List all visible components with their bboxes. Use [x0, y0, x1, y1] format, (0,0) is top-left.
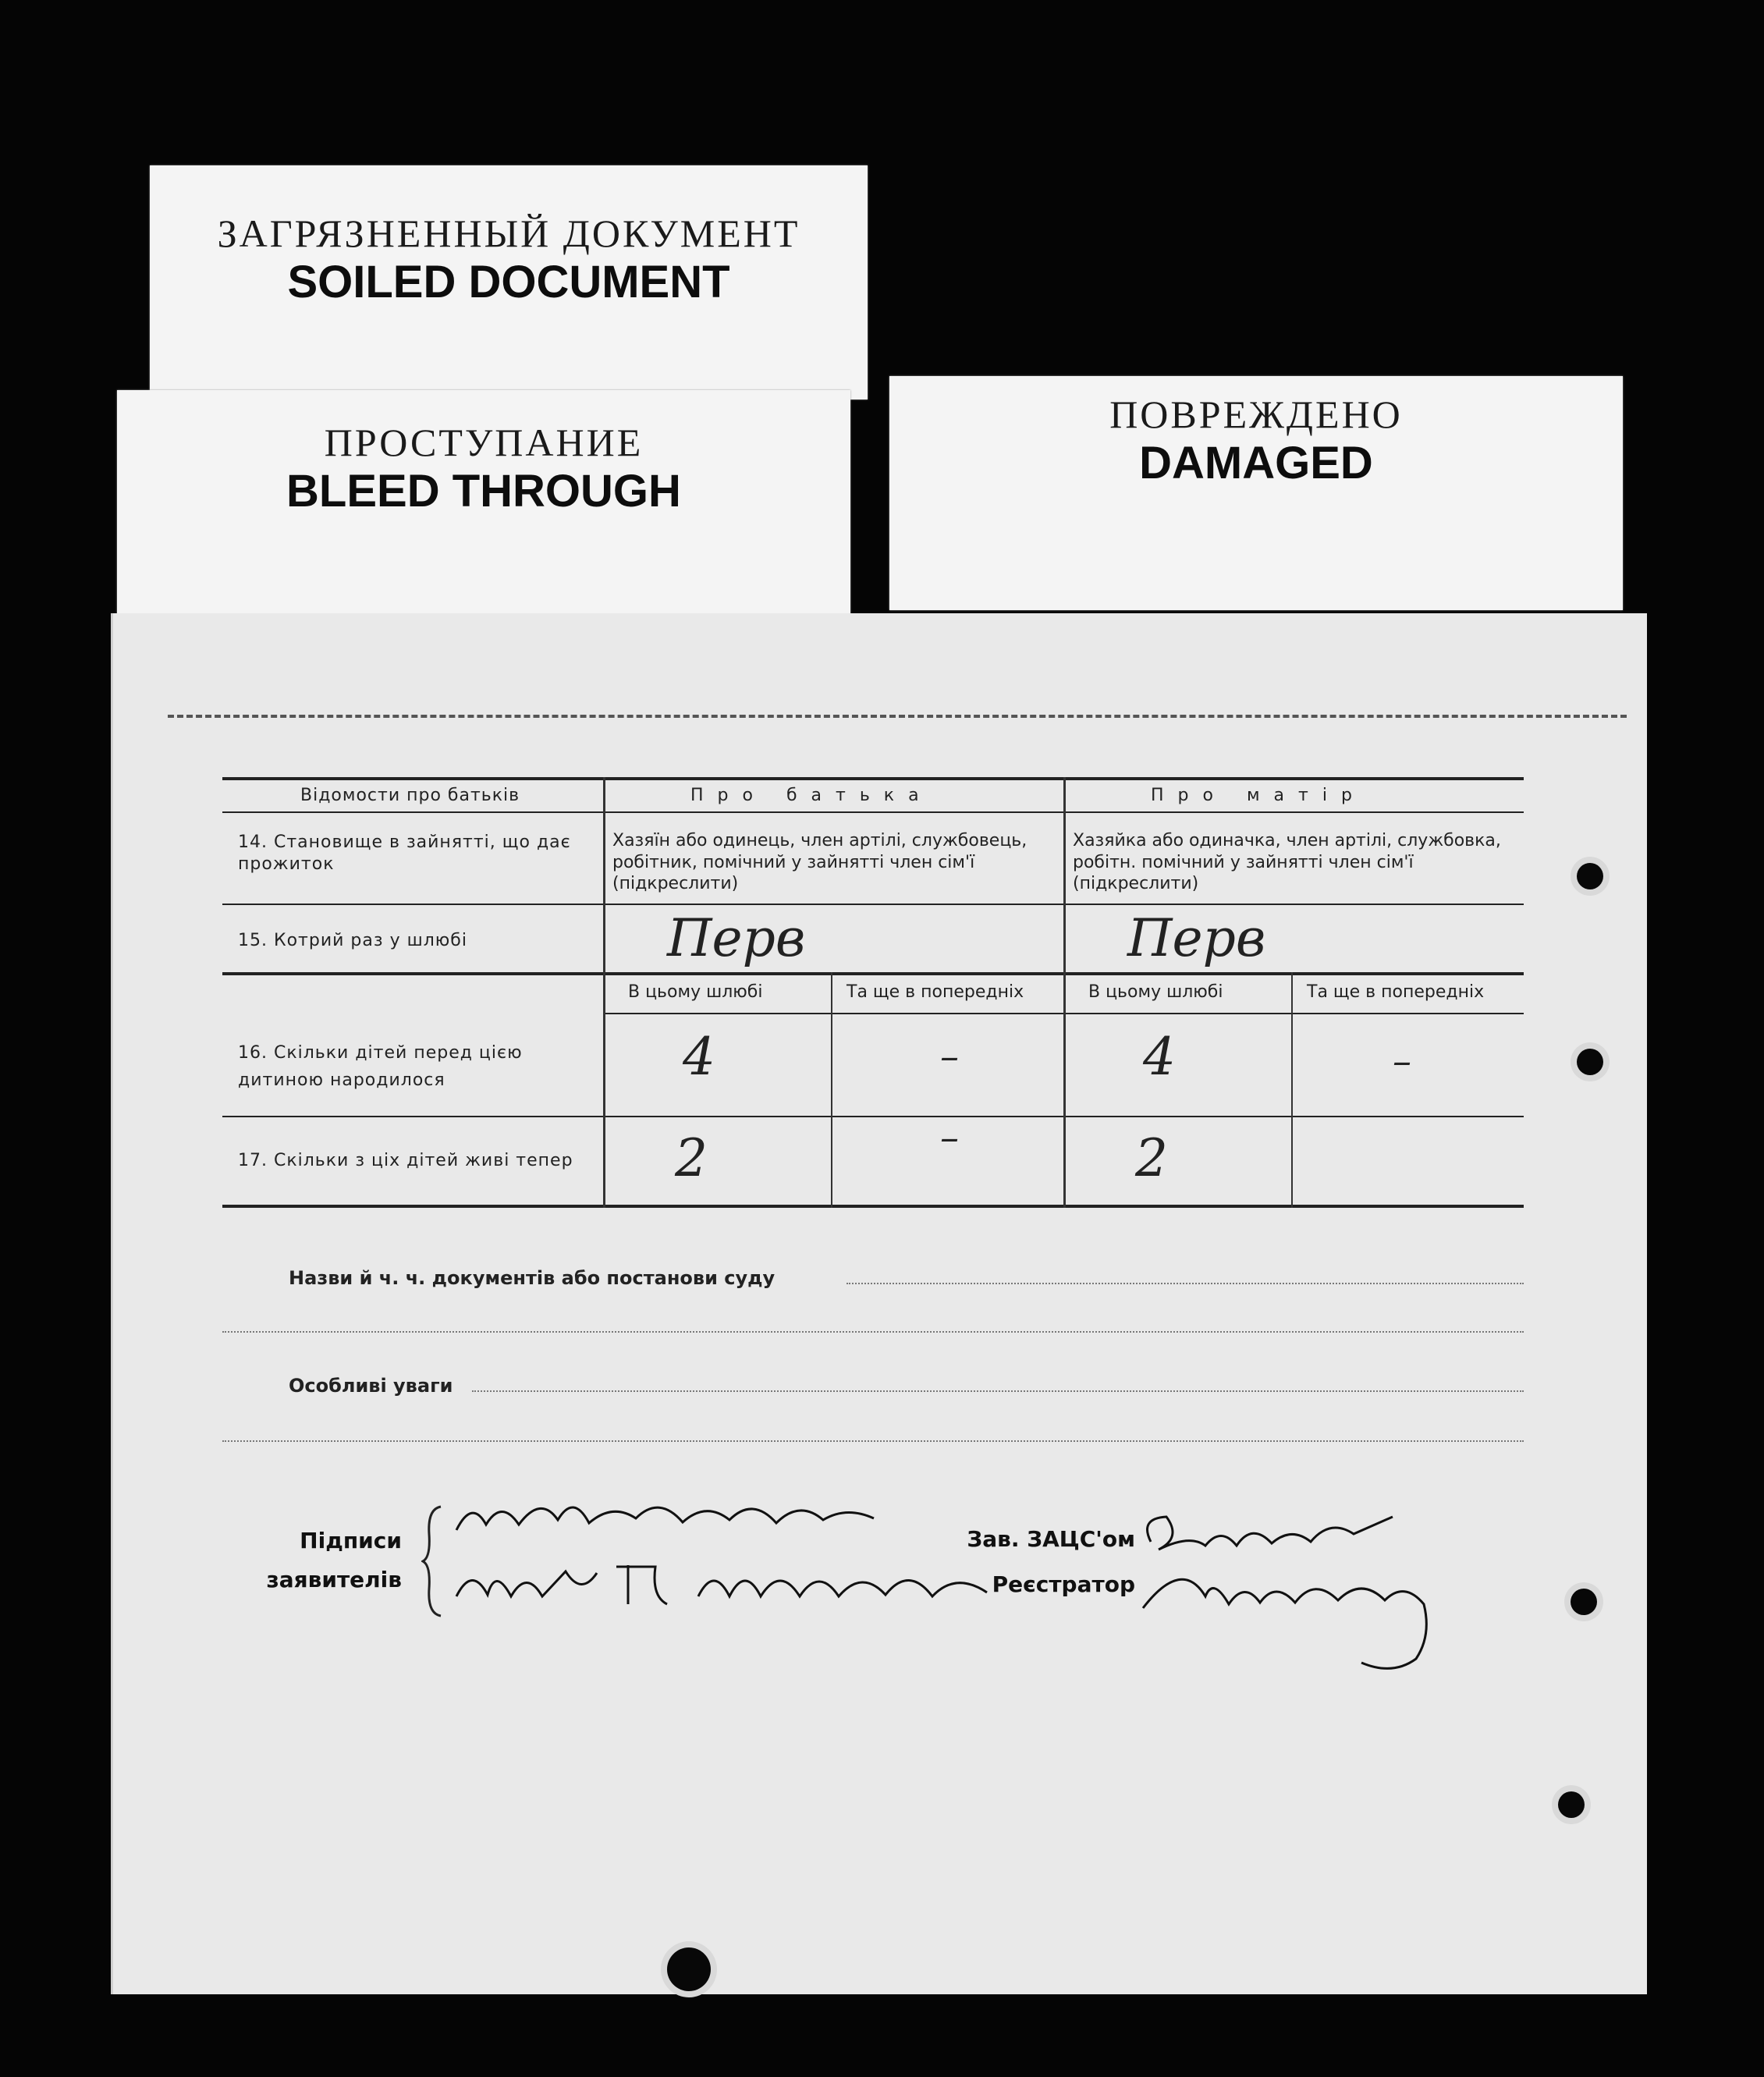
documents-label: Назви й ч. ч. документів або постанови суду [289, 1267, 776, 1289]
row17-father-prev: – [940, 1116, 959, 1159]
documents-line-2 [222, 1331, 1524, 1333]
remarks-line-1 [472, 1390, 1524, 1392]
row14-label: 14. Становище в зайнятті, що дає прожиток [238, 833, 571, 874]
row16-rule [222, 1116, 1524, 1117]
sub-mother-this: В цьому шлюбі [1088, 982, 1223, 1002]
damaged-ru-text: ПОВРЕЖДЕНО [1109, 392, 1403, 436]
punch-hole-1 [1577, 863, 1603, 889]
remarks-label: Особливі уваги [289, 1375, 453, 1397]
bleed-through-card [117, 390, 850, 624]
row16-label: 16. Скільки дітей перед цією дитиною народилося [238, 1043, 523, 1091]
documents-line-1 [847, 1283, 1524, 1284]
perforation-line [168, 715, 1627, 718]
sub-mother-prev: Та ще в попередніх [1307, 982, 1485, 1002]
row17-label: 17. Скільки з ціх дітей живі тепер [238, 1151, 573, 1170]
registry-form-page [111, 613, 1647, 1994]
remarks-line-2 [222, 1440, 1524, 1442]
row15-mother-handwriting: Перв [1127, 908, 1266, 968]
sub-father-this: В цьому шлюбі [628, 982, 763, 1002]
damaged-card [889, 376, 1623, 610]
punch-hole-3 [1571, 1589, 1597, 1615]
row17-father-this: 2 [675, 1128, 708, 1188]
official-signatures-handwriting [1135, 1503, 1588, 1690]
row16-father-prev: – [940, 1035, 959, 1078]
applicants-signatures-label-2: заявителів [266, 1567, 402, 1592]
punch-hole-2 [1577, 1049, 1603, 1075]
sub-father-prev: Та ще в попередніх [847, 982, 1024, 1002]
col-divider-mother-sub [1291, 972, 1293, 1208]
header-father: Про батька [690, 786, 933, 805]
row16-mother-prev: – [1393, 1039, 1411, 1083]
punch-hole-4 [1558, 1791, 1585, 1818]
soiled-en-text: SOILED DOCUMENT [287, 257, 730, 307]
row16-mother-this: 4 [1143, 1027, 1176, 1087]
row14-father-text: Хазяїн або одинець, член артілі, службовець, робітник, помічний у зайнятті член сім'ї (підкреслити) [612, 831, 1028, 893]
table-bottom-rule [222, 1205, 1524, 1208]
header-parents: Відомости про батьків [300, 786, 520, 805]
applicant-signatures-handwriting [449, 1479, 1026, 1643]
row15-label: 15. Котрий раз у шлюбі [238, 931, 467, 950]
signature-brace [421, 1503, 445, 1620]
table-top-rule [222, 777, 1524, 780]
parents-table [222, 777, 1524, 1208]
row16-father-this: 4 [683, 1027, 715, 1087]
zags-head-label: Зав. ЗАЦС'ом [967, 1526, 1135, 1552]
header-mother: Про матір [1151, 786, 1366, 805]
registrar-label: Реєстратор [992, 1571, 1135, 1597]
ink-blot [667, 1947, 711, 1991]
applicants-signatures-label-1: Підписи [300, 1528, 402, 1553]
soiled-ru-text: ЗАГРЯЗНЕННЫЙ ДОКУМЕНТ [217, 211, 800, 255]
soiled-document-card [150, 165, 868, 399]
bleed-ru-text: ПРОСТУПАНИЕ [324, 421, 644, 464]
col-divider-2 [1063, 777, 1066, 1208]
col-divider-father-sub [831, 972, 832, 1208]
row15-father-handwriting: Перв [667, 908, 806, 968]
row14-mother-text: Хазяйка або одиначка, член артілі, службовка, робітн. помічний у зайнятті член сім'ї (підкреслити) [1073, 831, 1501, 893]
row15-rule [222, 972, 1524, 975]
damaged-en-text: DAMAGED [1139, 438, 1373, 488]
table-header-rule [222, 811, 1524, 813]
row14-rule [222, 904, 1524, 905]
bleed-en-text: BLEED THROUGH [286, 466, 681, 517]
col-divider-1 [603, 777, 605, 1208]
row17-mother-this: 2 [1135, 1128, 1168, 1188]
